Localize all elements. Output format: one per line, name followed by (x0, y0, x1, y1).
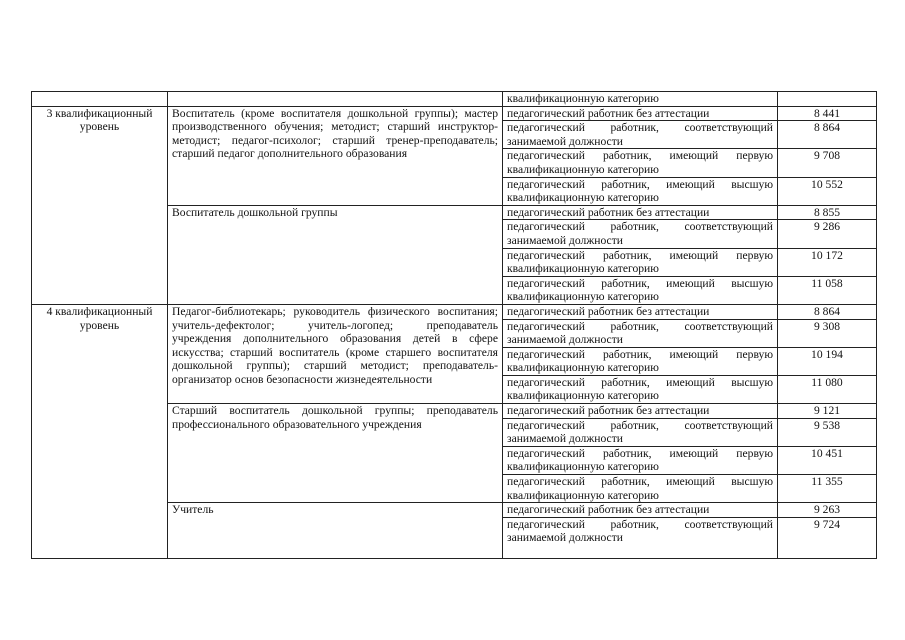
positions-cell: Воспитатель (кроме воспитателя дошкольной группы); мастер производственного обучения; методист; старший инструктор-методист; педагог-психолог; старший тренер-преподаватель; старший педагог дополнительного образования (168, 106, 503, 205)
value-cell: 8 864 (778, 304, 877, 319)
category-cell: педагогический работник, имеющий первую квалификационную категорию (503, 446, 778, 474)
table-row (32, 92, 877, 107)
level-cell: 4 квалификационный уровень (32, 304, 168, 558)
table-row (32, 304, 877, 319)
value-cell: 8 441 (778, 106, 877, 121)
value-cell: 10 552 (778, 177, 877, 205)
value-cell (778, 92, 877, 107)
positions-cell: Воспитатель дошкольной группы (168, 205, 503, 304)
salary-table (31, 91, 877, 559)
value-cell: 9 708 (778, 149, 877, 177)
value-cell: 8 855 (778, 205, 877, 220)
level-cell (32, 92, 168, 107)
category-cell: педагогический работник, соответствующий занимаемой должности (503, 517, 778, 558)
value-cell: 9 263 (778, 503, 877, 518)
category-cell: педагогический работник, имеющий высшую квалификационную категорию (503, 475, 778, 503)
value-cell: 10 172 (778, 248, 877, 276)
value-cell: 9 538 (778, 418, 877, 446)
level-cell: 3 квалификационный уровень (32, 106, 168, 304)
category-cell: педагогический работник, имеющий первую квалификационную категорию (503, 347, 778, 375)
category-cell: педагогический работник, имеющий высшую квалификационную категорию (503, 177, 778, 205)
table-row (32, 106, 877, 121)
value-cell: 11 355 (778, 475, 877, 503)
category-cell: педагогический работник, имеющий высшую квалификационную категорию (503, 375, 778, 403)
value-cell: 11 080 (778, 375, 877, 403)
value-cell: 10 451 (778, 446, 877, 474)
category-cell: педагогический работник, имеющий высшую квалификационную категорию (503, 276, 778, 304)
value-cell: 9 724 (778, 517, 877, 558)
category-cell: педагогический работник, соответствующий занимаемой должности (503, 319, 778, 347)
category-cell: педагогический работник без аттестации (503, 205, 778, 220)
category-cell: педагогический работник, имеющий первую квалификационную категорию (503, 248, 778, 276)
positions-cell (168, 92, 503, 107)
value-cell: 10 194 (778, 347, 877, 375)
positions-cell: Старший воспитатель дошкольной группы; преподаватель профессионального образовательного учреждения (168, 404, 503, 503)
value-cell: 11 058 (778, 276, 877, 304)
category-cell: педагогический работник, соответствующий занимаемой должности (503, 418, 778, 446)
category-cell: педагогический работник без аттестации (503, 106, 778, 121)
category-cell: педагогический работник без аттестации (503, 503, 778, 518)
positions-cell: Учитель (168, 503, 503, 559)
category-cell: педагогический работник, имеющий первую квалификационную категорию (503, 149, 778, 177)
value-cell: 8 864 (778, 121, 877, 149)
category-cell: педагогический работник, соответствующий занимаемой должности (503, 220, 778, 248)
value-cell: 9 286 (778, 220, 877, 248)
value-cell: 9 308 (778, 319, 877, 347)
category-cell: педагогический работник без аттестации (503, 304, 778, 319)
category-cell: квалификационную категорию (503, 92, 778, 107)
category-cell: педагогический работник без аттестации (503, 404, 778, 419)
value-cell: 9 121 (778, 404, 877, 419)
category-cell: педагогический работник, соответствующий занимаемой должности (503, 121, 778, 149)
positions-cell: Педагог-библиотекарь; руководитель физического воспитания; учитель-дефектолог; учитель-логопед; преподаватель учреждения дополнительного образования детей в сфере искусства; старший воспитатель (кроме старшего воспитателя дошкольной группы); старший методист; преподаватель-организатор основ безопасности жизнедеятельности (168, 304, 503, 403)
